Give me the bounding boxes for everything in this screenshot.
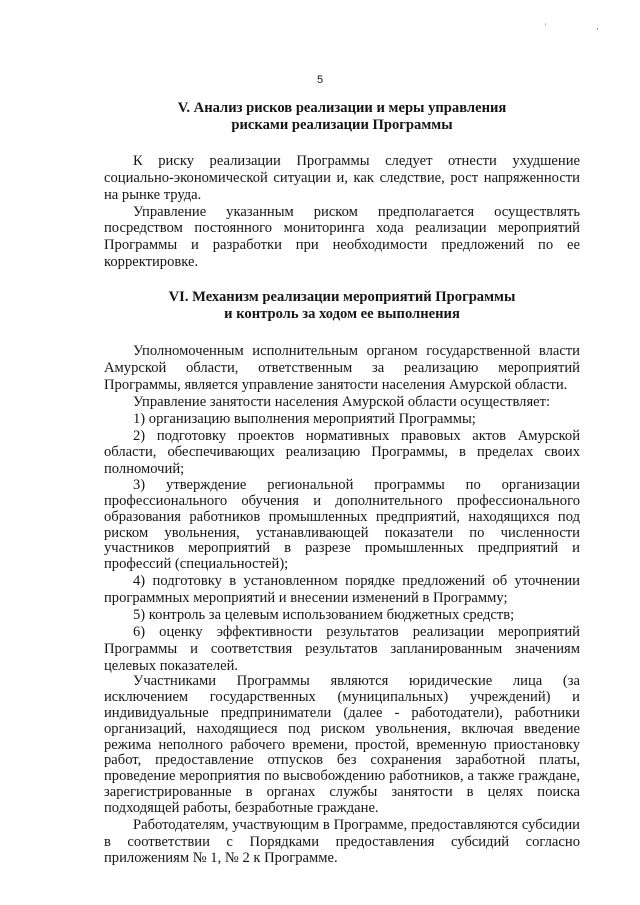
page-number: 5 [316,74,324,86]
section-6-paragraph-subsidies: Работодателям, участвующим в Программе, предоставляются субсидии в соответствии с Порядками предоставления субсидий согласно приложениям № 1, № 2 к Программе. [104,816,580,867]
section-6-heading-line-1: VI. Механизм реализации мероприятий Программы [168,289,516,306]
section-5-heading [104,100,580,134]
section-5-heading-line-2: рисками реализации Программы [231,116,453,133]
section-5-paragraph-risk-management: Управление указанным риском предполагается осуществлять посредством постоянного мониторинга хода реализации мероприятий Программы и разработки при необходимости предложений по ее корректировке. [104,203,580,271]
section-6-list-item-4: 4) подготовку в установленном порядке предложений об уточнении программных мероприятий и внесении изменений в Программу; [104,573,580,606]
section-6-list-item-2: 2) подготовку проектов нормативных правовых актов Амурской области, обеспечивающих реализацию Программы, в пределах своих полномочий; [104,427,580,478]
section-6-list-item-5: 5) контроль за целевым использованием бюджетных средств; [133,606,515,623]
section-5-paragraph-risk: К риску реализации Программы следует отнести ухудшение социально-экономической ситуации и, как следствие, рост напряженности на рынке труда. [104,152,580,203]
section-6-paragraph-functions-intro: Управление занятости населения Амурской области осуществляет: [133,393,551,410]
section-6-list-item-1: 1) организацию выполнения мероприятий Программы; [133,410,476,427]
section-6-paragraph-participants: Участниками Программы являются юридические лица (за исключением государственных (муниципальных) учреждений) и индивидуальные предприниматели (далее - работодатели), работники организаций, находящиеся под риском увольнения, включая введение режима неполного рабочего времени, простой, временную приостановку работ, предоставление отпусков без сохранения заработной платы, проведение мероприятия по высвобождению работников, а также граждане, зарегистрированные в органах службы занятости в целях поиска подходящей работы, безработные граждане. [104,673,580,816]
scan-corner-marks: ' , [545,22,623,31]
section-6-heading [104,289,580,323]
section-6-heading-line-2: и контроль за ходом ее выполнения [224,306,460,323]
section-6-list-item-6: 6) оценку эффективности результатов реализации мероприятий Программы и соответствия результатов запланированным значениям целевых показателей. [104,623,580,674]
section-6-paragraph-authority: Уполномоченным исполнительным органом государственной власти Амурской области, ответственным за реализацию мероприятий Программы, является управление занятости населения Амурской области. [104,342,580,393]
document-body [104,100,580,867]
section-5-heading-line-1: V. Анализ рисков реализации и меры управления [177,100,507,116]
section-6-list-item-3: 3) утверждение региональной программы по организации профессионального обучения и дополнительного профессионального образования работников промышленных предприятий, находящихся под риском увольнения, устанавливающей показатели по численности участников мероприятий в разрезе промышленных предприятий и профессий (специальностей); [104,477,580,573]
